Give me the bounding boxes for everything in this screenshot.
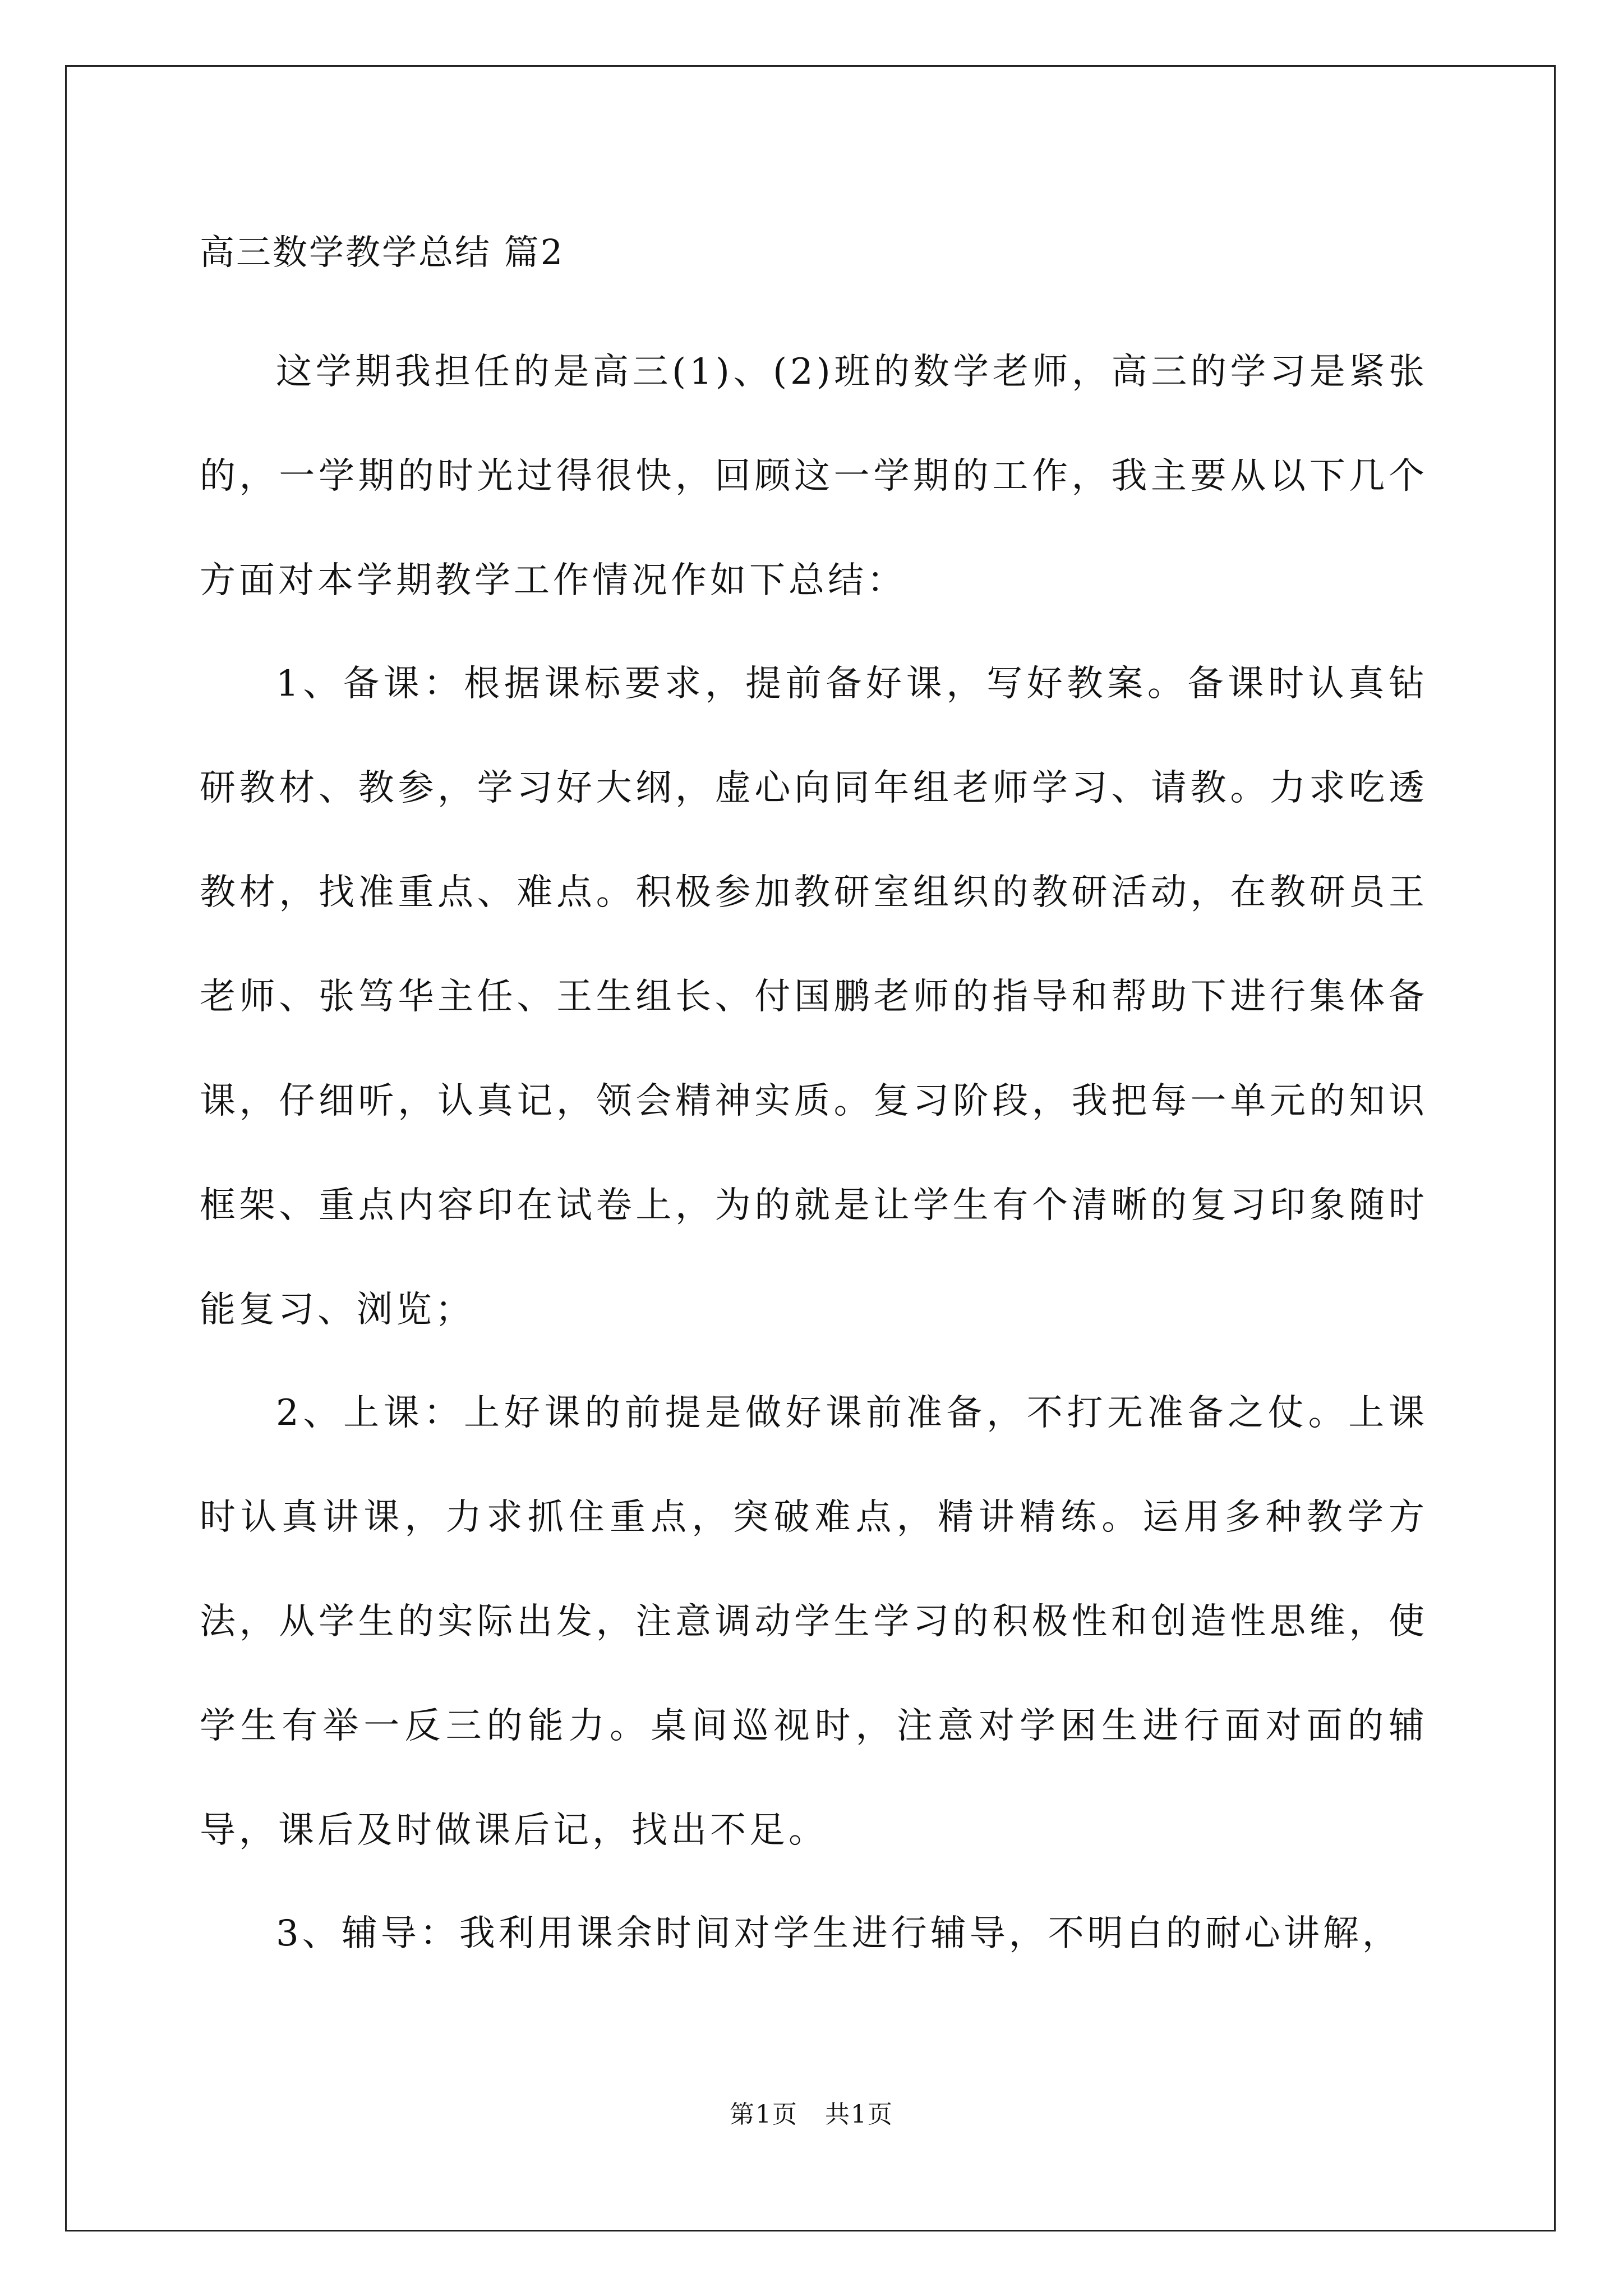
paragraph-intro: 这学期我担任的是高三(1)、(2)班的数学老师，高三的学习是紧张的，一学期的时光过得很快，回顾这一学期的工作，我主要从以下几个方面对本学期教学工作情况作如下总结： bbox=[200, 351, 1428, 601]
paragraph-lesson-prep: 1、备课：根据课标要求，提前备好课，写好教案。备课时认真钻研教材、教参，学习好大纲，虚心向同年组老师学习、请教。力求吃透教材，找准重点、难点。积极参加教研室组织的教研活动，在教研员王老师、张笃华主任、王生组长、付国鹏老师的指导和帮助下进行集体备课，仔细听，认真记，领会精神实质。复习阶段，我把每一单元的知识框架、重点内容印在试卷上，为的就是让学生有个清晰的复习印象随时能复习、浏览； bbox=[200, 663, 1428, 1331]
page-footer bbox=[0, 2098, 1623, 2132]
page-total: 共1页 bbox=[825, 2100, 893, 2129]
page-number: 第1页 bbox=[730, 2100, 798, 2129]
paragraph-tutoring: 3、辅导：我利用课余时间对学生进行辅导，不明白的耐心讲解， bbox=[276, 1913, 1401, 1954]
document-body bbox=[200, 219, 1428, 1985]
paragraph-teaching: 2、上课：上好课的前提是做好课前准备，不打无准备之仗。上课时认真讲课，力求抓住重点，突破难点，精讲精练。运用多种教学方法，从学生的实际出发，注意调动学生学习的积极性和创造性思维，使学生有举一反三的能力。桌间巡视时，注意对学困生进行面对面的辅导，课后及时做课后记，找出不足。 bbox=[200, 1392, 1428, 1851]
document-title: 高三数学教学总结 篇2 bbox=[200, 232, 565, 273]
